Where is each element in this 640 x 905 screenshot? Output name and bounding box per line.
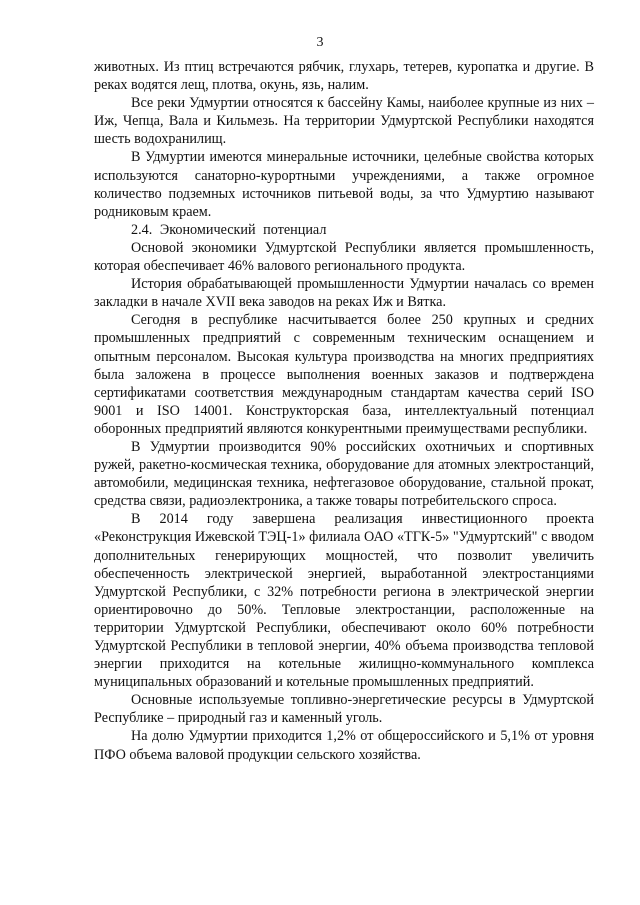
paragraph-rivers: Все реки Удмуртии относятся к бассейну Камы, наиболее крупные из них – Иж, Чепца, Вала и Кильмезь. На территории Удмуртской Республики находятся шесть водохранилищ. (94, 95, 594, 148)
paragraph-agriculture: На долю Удмуртии приходится 1,2% от общероссийского и 5,1% от уровня ПФО объема валовой продукции сельского хозяйства. (94, 728, 594, 763)
paragraph-economy-basis: Основой экономики Удмуртской Республики является промышленность, которая обеспечивает 46% валового регионального продукта. (94, 239, 594, 275)
paragraph-energy-project: В 2014 году завершена реализация инвестиционного проекта «Реконструкция Ижевской ТЭЦ-1» филиала ОАО «ТГК-5» "Удмуртский" с вводом дополнительных генерирующих мощностей, что позволит увеличить обеспеченность электрической энергией, выработанной электростанциями Удмуртской Республики, с 32% потребности региона в электрической энергии ориентировочно до 50%. Тепловые электростанции, расположенные на территории Удмуртской Республики, обеспечивают около 60% потребности Удмуртской Республики в тепловой энергии, 40% объема производства тепловой энергии приходится на котельные жилищно-коммунального комплекса муниципальных образований и котельные промышленных предприятий. (94, 511, 594, 691)
paragraph-products: В Удмуртии производится 90% российских охотничьих и спортивных ружей, ракетно-космическая техника, оборудование для атомных электростанций, автомобили, медицинская техника, нефтегазовое оборудование, стальной прокат, средства связи, радиоэлектроника, а также товары потребительского спроса. (94, 438, 594, 510)
paragraph-industry-history: История обрабатывающей промышленности Удмуртии началась со времен закладки в начале XVII века заводов на реках Иж и Вятка. (94, 276, 594, 311)
body-text (94, 58, 594, 764)
paragraph-mineral-springs: В Удмуртии имеются минеральные источники, целебные свойства которых используются санаторно-курортными учреждениями, а также огромное количество подземных источников питьевой воды, за что Удмуртию называют родниковым краем. (94, 149, 594, 220)
paragraph-fuel-resources: Основные используемые топливно-энергетические ресурсы в Удмуртской Республике – природный газ и каменный уголь. (94, 692, 594, 727)
paragraph-fauna-end: животных. Из птиц встречаются рябчик, глухарь, тетерев, куропатка и другие. В реках водятся лещ, плотва, окунь, язь, налим. (94, 59, 594, 94)
paragraph-enterprises: Сегодня в республике насчитывается более 250 крупных и средних промышленных предприятий с современным техническим оснащением и опытным персоналом. Высокая культура производства на многих предприятиях была заложена в процессе выполнения военных заказов и подтверждена сертификатами соответствия международным стандартам качества серий ISO 9001 и ISO 14001. Конструкторская база, интеллектуальный потенциал оборонных предприятий являются конкурентными преимуществами республики. (94, 312, 594, 437)
section-heading: 2.4. Экономический потенциал (131, 221, 327, 238)
page-number: 3 (316, 35, 324, 50)
